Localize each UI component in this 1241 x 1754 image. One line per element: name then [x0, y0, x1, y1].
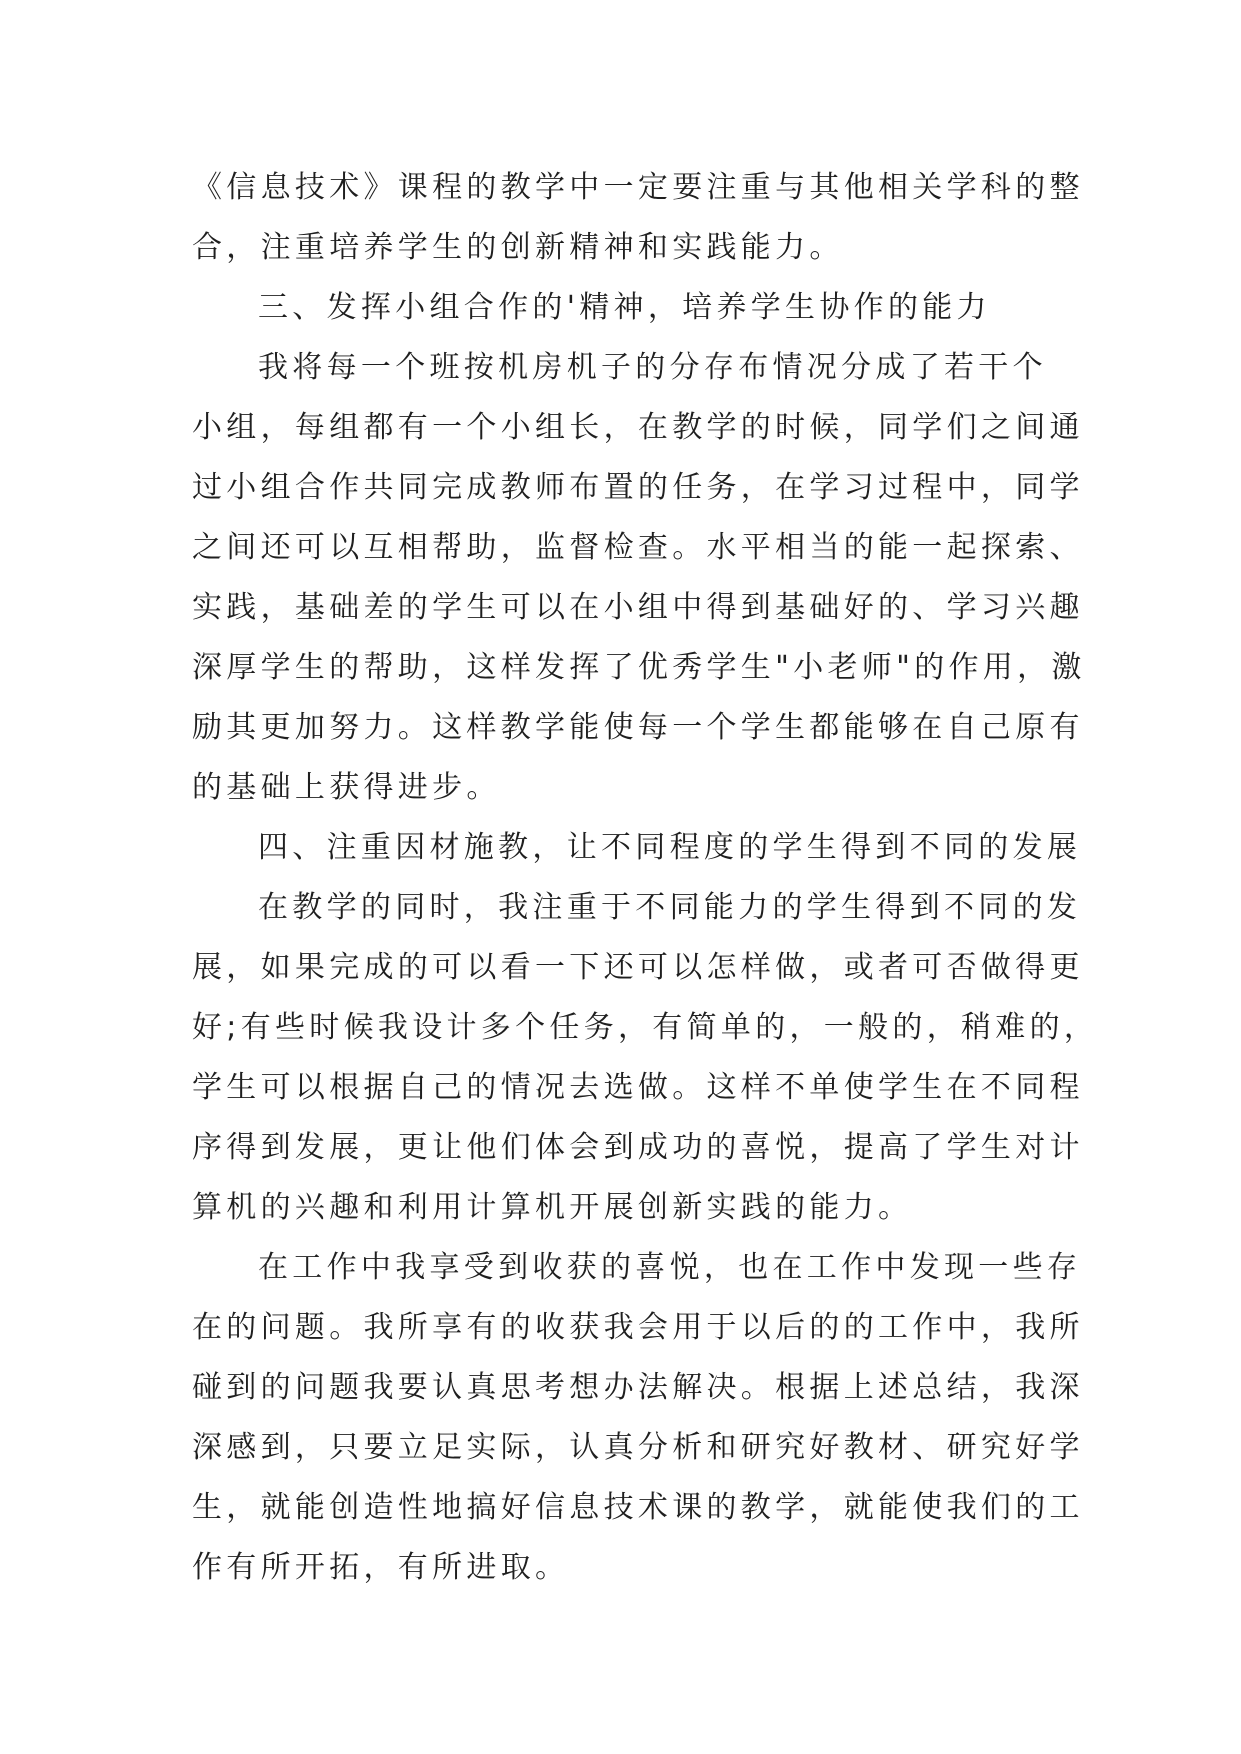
text-line: 实践，基础差的学生可以在小组中得到基础好的、学习兴趣 — [192, 590, 1084, 625]
text-line: 小组，每组都有一个小组长，在教学的时候，同学们之间通 — [192, 410, 1084, 445]
text-line: 序得到发展，更让他们体会到成功的喜悦，提高了学生对计 — [192, 1130, 1084, 1165]
text-line: 作有所开拓，有所进取。 — [192, 1550, 570, 1585]
section-heading: 三、发挥小组合作的'精神，培养学生协作的能力 — [258, 290, 991, 325]
text-line: 好;有些时候我设计多个任务，有简单的，一般的，稍难的， — [192, 1010, 1099, 1045]
text-line: 之间还可以互相帮助，监督检查。水平相当的能一起探索、 — [192, 530, 1084, 565]
text-line: 的基础上获得进步。 — [192, 770, 501, 805]
text-line: 深感到，只要立足实际，认真分析和研究好教材、研究好学 — [192, 1430, 1084, 1465]
text-line: 励其更加努力。这样教学能使每一个学生都能够在自己原有 — [192, 710, 1084, 745]
text-line: 深厚学生的帮助，这样发挥了优秀学生"小老师"的作用，激 — [192, 650, 1086, 685]
text-line: 生，就能创造性地搞好信息技术课的教学，就能使我们的工 — [192, 1490, 1084, 1525]
text-line: 碰到的问题我要认真思考想办法解决。根据上述总结，我深 — [192, 1370, 1084, 1405]
text-line: 学生可以根据自己的情况去选做。这样不单使学生在不同程 — [192, 1070, 1084, 1105]
text-line: 《信息技术》课程的教学中一定要注重与其他相关学科的整 — [192, 170, 1084, 205]
text-line: 我将每一个班按机房机子的分存布情况分成了若干个 — [258, 350, 1047, 385]
text-line: 在工作中我享受到收获的喜悦，也在工作中发现一些存 — [258, 1250, 1082, 1285]
section-heading: 四、注重因材施教，让不同程度的学生得到不同的发展 — [258, 830, 1082, 865]
text-line: 在教学的同时，我注重于不同能力的学生得到不同的发 — [258, 890, 1082, 925]
text-line: 算机的兴趣和利用计算机开展创新实践的能力。 — [192, 1190, 913, 1225]
text-line: 过小组合作共同完成教师布置的任务，在学习过程中，同学 — [192, 470, 1084, 505]
text-line: 在的问题。我所享有的收获我会用于以后的的工作中，我所 — [192, 1310, 1084, 1345]
text-line: 展，如果完成的可以看一下还可以怎样做，或者可否做得更 — [192, 950, 1084, 985]
text-line: 合，注重培养学生的创新精神和实践能力。 — [192, 230, 844, 265]
